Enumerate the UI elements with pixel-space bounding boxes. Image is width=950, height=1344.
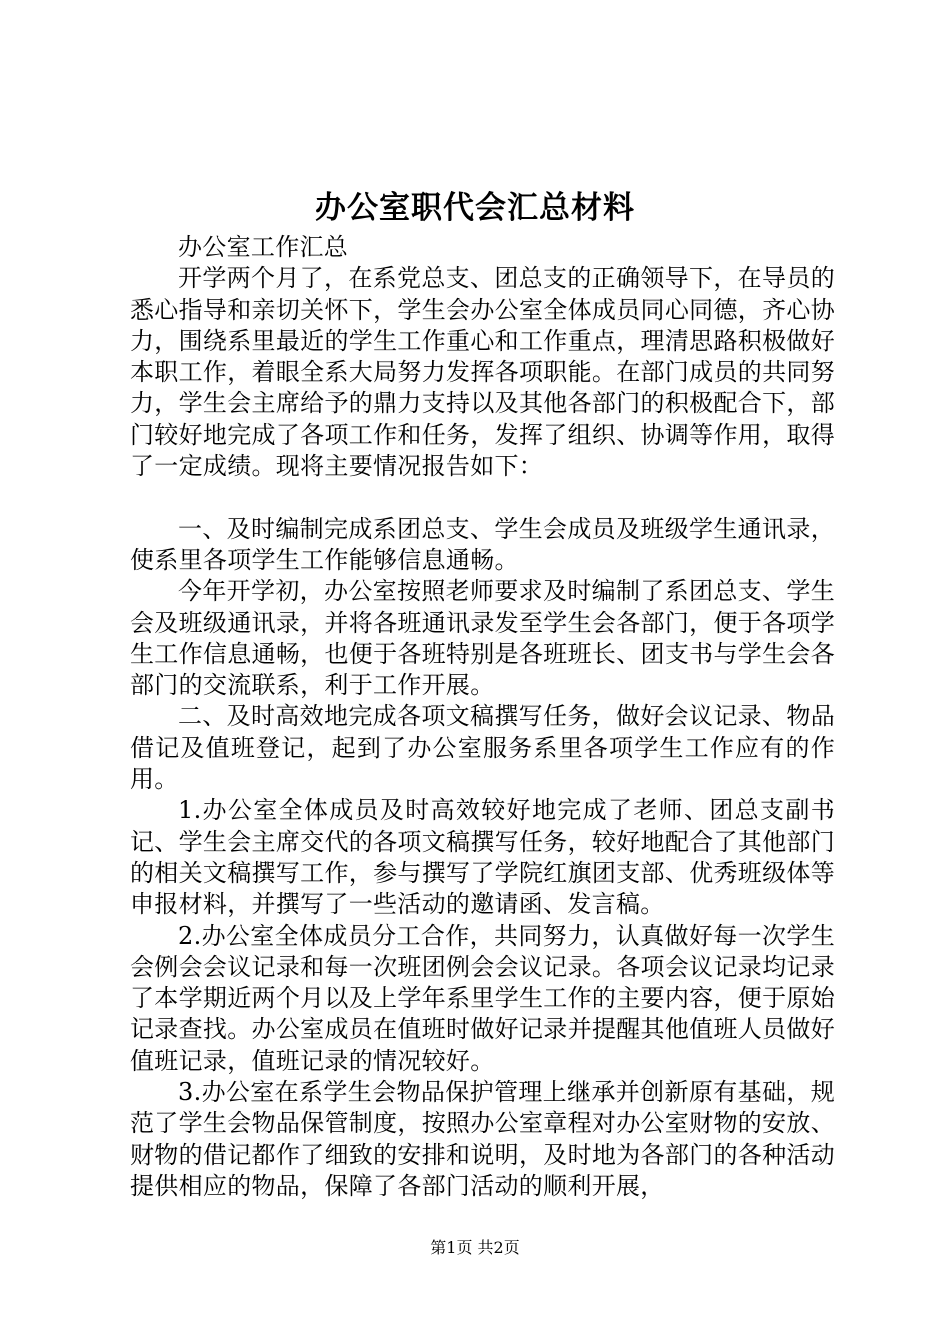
page-footer: 第1页 共2页 [430,1238,520,1257]
paragraph-point-1-detail: 今年开学初，办公室按照老师要求及时编制了系团总支、学生会及班级通讯录，并将各班通讯录发至学生会各部门，便于各项学生工作信息通畅，也便于各班特别是各班班长、团支书与学生会各部门的交流联系，利于工作开展。 [130,577,835,700]
section-heading: 办公室工作汇总 [178,233,349,261]
paragraph-point-2: 二、及时高效地完成各项文稿撰写任务，做好会议记录、物品借记及值班登记，起到了办公室服务系里各项学生工作应有的作用。 [130,702,835,794]
document-body [130,232,835,1202]
paragraph-item-2: 2.办公室全体成员分工合作，共同努力，认真做好每一次学生会例会会议记录和每一次班团例会会议记录。各项会议记录均记录了本学期近两个月以及上学年系里学生工作的主要内容，便于原始记录查找。办公室成员在值班时做好记录并提醒其他值班人员做好值班记录，值班记录的情况较好。 [130,921,835,1075]
document-title: 办公室职代会汇总材料 [315,190,635,226]
paragraph-intro: 开学两个月了，在系党总支、团总支的正确领导下，在导员的悉心指导和亲切关怀下，学生会办公室全体成员同心同德，齐心协力，围绕系里最近的学生工作重心和工作重点，理清思路积极做好本职工作，着眼全系大局努力发挥各项职能。在部门成员的共同努力，学生会主席给予的鼎力支持以及其他各部门的积极配合下，部门较好地完成了各项工作和任务，发挥了组织、协调等作用，取得了一定成绩。现将主要情况报告如下： [130,264,835,481]
blank-line [130,482,835,513]
paragraph-item-1: 1.办公室全体成员及时高效较好地完成了老师、团总支副书记、学生会主席交代的各项文稿撰写任务，较好地配合了其他部门的相关文稿撰写工作，参与撰写了学院红旗团支部、优秀班级体等申报材料，并撰写了一些活动的邀请函、发言稿。 [130,796,835,919]
paragraph-item-3: 3.办公室在系学生会物品保护管理上继承并创新原有基础，规范了学生会物品保管制度，按照办公室章程对办公室财物的安放、财物的借记都作了细致的安排和说明，及时地为各部门的各种活动提供相应的物品，保障了各部门活动的顺利开展， [130,1078,835,1200]
paragraph-point-1: 一、及时编制完成系团总支、学生会成员及班级学生通讯录，使系里各项学生工作能够信息通畅。 [130,514,835,574]
